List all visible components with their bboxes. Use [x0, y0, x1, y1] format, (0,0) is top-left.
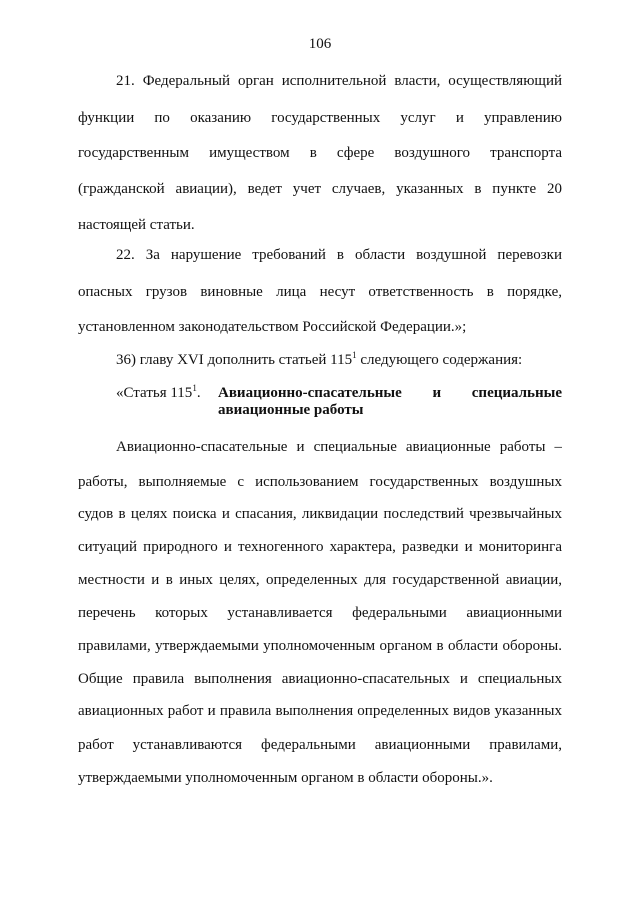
text-line: функции по оказанию государственных услуг и управлению [78, 110, 562, 126]
text-line: утверждаемыми уполномоченным органом в области обороны.». [78, 770, 493, 786]
text-line: местности и в иных целях, определенных для государственной авиации, [78, 572, 562, 588]
text-line: 21. Федеральный орган исполнительной власти, осуществляющий [116, 73, 562, 89]
text-line: государственным имуществом в сфере воздушного транспорта [78, 145, 562, 161]
text-line: опасных грузов виновные лица несут ответственность в порядке, [78, 284, 562, 300]
text-line: настоящей статьи. [78, 217, 195, 233]
article-label [116, 384, 216, 402]
text-line: судов в целях поиска и спасания, ликвидации последствий чрезвычайных [78, 506, 562, 522]
text-line: авиационных работ и правила выполнения определенных видов указанных [78, 703, 562, 719]
text-line: установленном законодательством Российской Федерации.»; [78, 319, 467, 335]
superscript: 1 [192, 383, 197, 393]
article-title-line: авиационные работы [218, 402, 364, 418]
page-number: 106 [308, 36, 332, 52]
item-36-text-tail: следующего содержания: [356, 352, 523, 368]
text-line: Авиационно-спасательные и специальные авиационные работы – [116, 439, 562, 455]
text-line: правилами, утверждаемыми уполномоченным органом в области обороны. [78, 638, 562, 654]
superscript: 1 [352, 351, 357, 360]
item-36-text: 36) главу XVI дополнить статьей 115 [116, 352, 353, 368]
item-36 [116, 351, 562, 369]
article-title-line: Авиационно-спасательные и специальные [218, 385, 562, 401]
text-line: работ устанавливаются федеральными авиационными правилами, [78, 737, 562, 753]
text-line: перечень которых устанавливается федеральными авиационными [78, 605, 562, 621]
text-line: работы, выполняемые с использованием государственных воздушных [78, 474, 562, 490]
article-label-dot: . [196, 385, 201, 401]
text-line: ситуаций природного и техногенного характера, разведки и мониторинга [78, 539, 562, 555]
text-line: 22. За нарушение требований в области воздушной перевозки [116, 247, 562, 263]
article-label-text: «Статья 115 [116, 385, 193, 401]
text-line: (гражданской авиации), ведет учет случаев, указанных в пункте 20 [78, 181, 562, 197]
text-line: Общие правила выполнения авиационно-спасательных и специальных [78, 671, 562, 687]
